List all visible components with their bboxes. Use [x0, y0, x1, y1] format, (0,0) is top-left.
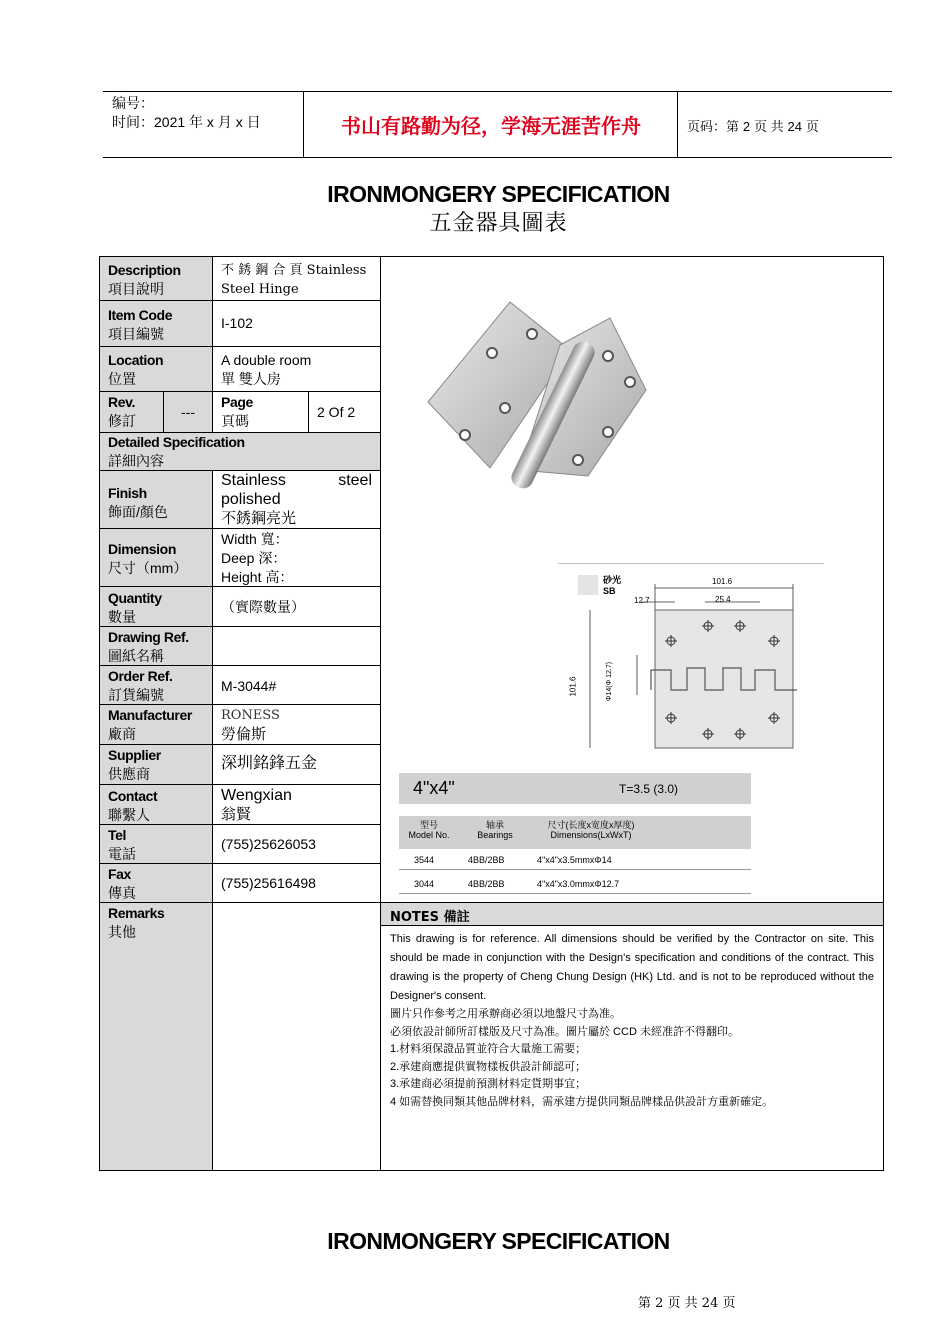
col-model-en: Model No. [408, 830, 450, 840]
notes-title: NOTES 備註 [390, 910, 470, 925]
contact-value-zh: 翁賢 [221, 806, 252, 823]
dim-width: 101.6 [712, 577, 733, 586]
finish-value-line2: polished [221, 491, 281, 508]
manufacturer-value-zh: 勞倫斯 [221, 726, 267, 743]
spec-row-divider [399, 869, 751, 870]
rev-label-zh: 修訂 [108, 413, 136, 429]
contact-label-en: Contact [108, 788, 158, 804]
grid-line [308, 391, 309, 432]
tel-value: (755)25626053 [221, 836, 316, 852]
drawing-ref-label [108, 628, 189, 666]
location-value [221, 351, 311, 389]
detailed-spec-label-en: Detailed Specification [108, 434, 245, 450]
notes-item1: 1.材料須保證品質並符合大量施工需要； [390, 1043, 587, 1055]
header-meta [112, 94, 261, 132]
notes-item4: 4 如需替換同類其他品牌材料，需承建方提供同類品牌樣品供設計方重新確定。 [390, 1095, 774, 1108]
grid-line [212, 470, 213, 1170]
serial-label: 编号： [112, 95, 154, 111]
page-footer: 第 2 页 共 24 页 [638, 1296, 736, 1311]
page-label-cell [221, 393, 253, 431]
order-ref-label-zh: 訂貨編號 [108, 687, 164, 703]
col-dimensions-en: Dimensions(LxWxT) [550, 830, 632, 840]
finish-swatch-zh: 砂光 [603, 575, 622, 585]
grid-line [100, 391, 380, 392]
grid-line [212, 257, 213, 432]
manufacturer-label-zh: 廠商 [108, 726, 136, 742]
description-value-line2: Steel Hinge [221, 282, 299, 297]
manufacturer-label-en: Manufacturer [108, 707, 192, 723]
model-thickness: T=3.5 (3.0) [619, 782, 679, 796]
rev-value: --- [181, 404, 195, 420]
header-bottom-rule [103, 157, 892, 158]
page-value: 2 Of 2 [317, 404, 356, 420]
dimension-value [221, 530, 293, 587]
location-value-line1: A double room [221, 352, 312, 368]
page-end: 页 [805, 119, 819, 134]
finish-label [108, 484, 168, 522]
dim-pin: Φ14(Φ 12.7) [606, 661, 614, 702]
finish-swatch-code: SB [603, 586, 616, 596]
fax-label-zh: 傳真 [108, 885, 136, 901]
row1-dims: 4"x4"x3.5mmxΦ14 [537, 855, 612, 865]
item-code-label [108, 306, 172, 344]
row2-model: 3044 [414, 879, 435, 889]
fax-label-en: Fax [108, 866, 131, 882]
quantity-value: （實際數量） [221, 599, 305, 615]
quantity-label [108, 589, 162, 627]
description-value [221, 261, 375, 299]
tel-label [108, 826, 136, 864]
page-label-en: Page [221, 394, 253, 410]
spec-row-divider [399, 893, 751, 894]
drawing-rule [558, 563, 824, 564]
notes-item2: 2.承建商應提供實物樣板供設計師認可； [390, 1060, 587, 1073]
quantity-label-en: Quantity [108, 590, 162, 606]
remarks-label-bg [100, 903, 212, 1170]
notes-body [390, 930, 874, 1111]
detailed-spec-label [108, 433, 245, 471]
col-dimensions-zh: 尺寸(长度x宽度x厚度) [547, 820, 635, 830]
dim-height: 101.6 [568, 676, 578, 697]
col-bearings-en: Bearings [477, 830, 513, 840]
time-label: 时间：2021 年 x 月 x 日 [112, 114, 261, 130]
rev-label-en: Rev. [108, 394, 135, 410]
page-title-en-repeat: IRONMONGERY SPECIFICATION [327, 1228, 670, 1254]
finish-label-en: Finish [108, 485, 147, 501]
quantity-label-zh: 數量 [108, 609, 136, 625]
grid-line [100, 528, 380, 529]
grid-line [100, 902, 380, 903]
col-dimensions [536, 820, 646, 840]
dimension-height: Height 高： [221, 569, 294, 585]
order-ref-value: M-3044# [221, 678, 277, 694]
location-value-line2: 單 雙人房 [221, 371, 281, 387]
col-bearings [470, 820, 520, 840]
location-label-zh: 位置 [108, 371, 136, 387]
grid-line [100, 744, 380, 745]
page-label-zh: 頁碼 [221, 413, 249, 429]
supplier-label [108, 746, 161, 784]
item-code-label-zh: 項目編號 [108, 326, 164, 342]
dimension-deep: Deep 深： [221, 550, 287, 566]
manufacturer-value-en: RONESS [221, 708, 280, 723]
finish-label-zh: 飾面/顏色 [108, 504, 168, 520]
supplier-label-zh: 供應商 [108, 766, 150, 782]
model-size: 4"x4" [413, 778, 455, 798]
contact-value-en: Wengxian [221, 787, 292, 804]
notes-en: This drawing is for reference. All dimensions should be verified by the Contractor on site. This should be made in conjunction with the Design's specification and conditions of the contract. This drawing is the property of Cheng Chung Design (HK) Ltd. and is not to be reproduced without the Designer's consent. [390, 933, 874, 1002]
grid-line [100, 863, 380, 864]
dimension-label [108, 540, 187, 578]
grid-line [100, 300, 380, 301]
notes-zh1: 圖片只作參考之用承辦商必須以地盤尺寸為准。 [390, 1008, 621, 1020]
grid-line [380, 257, 381, 1170]
description-value-line1: 不 銹 鋼 合 頁 Stainless [221, 263, 367, 278]
contact-label-zh: 聯繫人 [108, 807, 150, 823]
finish-value-word1: Stainless [221, 472, 286, 489]
page-total: 24 [787, 119, 803, 134]
col-model-zh: 型号 [419, 820, 438, 830]
rev-label [108, 393, 136, 431]
finish-value [221, 471, 372, 528]
dimension-label-en: Dimension [108, 541, 176, 557]
fax-value: (755)25616498 [221, 875, 316, 891]
order-ref-label [108, 667, 172, 705]
header-motto: 书山有路勤为径，学海无涯苦作舟 [341, 114, 641, 138]
notes-zh2: 必須依設計師所訂樣版及尺寸為准。圖片屬於 CCD 未經准許不得翻印。 [390, 1025, 739, 1038]
remarks-label-zh: 其他 [108, 924, 136, 940]
grid-line [100, 346, 380, 347]
remarks-label [108, 904, 164, 942]
dimension-label-zh: 尺寸（mm） [108, 560, 188, 576]
page-number: 2 [742, 119, 751, 134]
row1-bearings: 4BB/2BB [468, 855, 505, 865]
dim-edge: 12.7 [634, 596, 650, 605]
page-mid: 页 共 [754, 119, 784, 134]
row2-bearings: 4BB/2BB [468, 879, 505, 889]
tel-label-zh: 電話 [108, 846, 136, 862]
finish-value-line3: 不銹鋼亮光 [221, 510, 297, 527]
page-title-en: IRONMONGERY SPECIFICATION [327, 181, 670, 207]
supplier-label-en: Supplier [108, 747, 161, 763]
dimension-width: Width 寬： [221, 531, 289, 547]
location-label [108, 351, 163, 389]
page-title-zh: 五金器具圖表 [429, 210, 568, 235]
model-spec-header [399, 773, 751, 804]
notes-item3: 3.承建商必須提前預測材料定貨期事宜； [390, 1078, 587, 1090]
contact-value [221, 786, 292, 824]
description-label [108, 261, 181, 299]
description-label-en: Description [108, 262, 181, 278]
header-divider [303, 91, 304, 158]
page-label: 页码：第 [687, 119, 740, 134]
manufacturer-value [221, 706, 280, 744]
col-bearings-zh: 轴承 [485, 820, 504, 830]
drawing-ref-label-zh: 圖紙名稱 [108, 648, 164, 664]
contact-label [108, 787, 157, 825]
header-top-rule [103, 91, 892, 92]
hinge-photo [410, 290, 660, 510]
order-ref-label-en: Order Ref. [108, 668, 173, 684]
grid-line [163, 391, 164, 432]
remarks-label-en: Remarks [108, 905, 165, 921]
grid-line [100, 784, 380, 785]
row2-dims: 4"x4"x3.0mmxΦ12.7 [537, 879, 620, 889]
dim-knuckle: 25.4 [715, 595, 731, 604]
fax-label [108, 865, 136, 903]
model-spec-table [399, 773, 751, 804]
finish-value-word2: steel [338, 472, 372, 489]
tel-label-en: Tel [108, 827, 126, 843]
manufacturer-label [108, 706, 192, 744]
detailed-spec-label-zh: 詳細內容 [108, 453, 164, 469]
col-model [404, 820, 454, 840]
hinge-plate-outline [655, 610, 793, 748]
header-page-indicator [687, 116, 819, 135]
location-label-en: Location [108, 352, 164, 368]
finish-value-line1 [221, 471, 372, 490]
item-code-label-en: Item Code [108, 307, 173, 323]
row1-model: 3544 [414, 855, 435, 865]
header-divider [677, 91, 678, 158]
drawing-ref-label-en: Drawing Ref. [108, 629, 189, 645]
description-label-zh: 項目說明 [108, 281, 164, 297]
supplier-value: 深圳銘鋒五金 [221, 755, 318, 772]
item-code-value: I-102 [221, 315, 253, 331]
